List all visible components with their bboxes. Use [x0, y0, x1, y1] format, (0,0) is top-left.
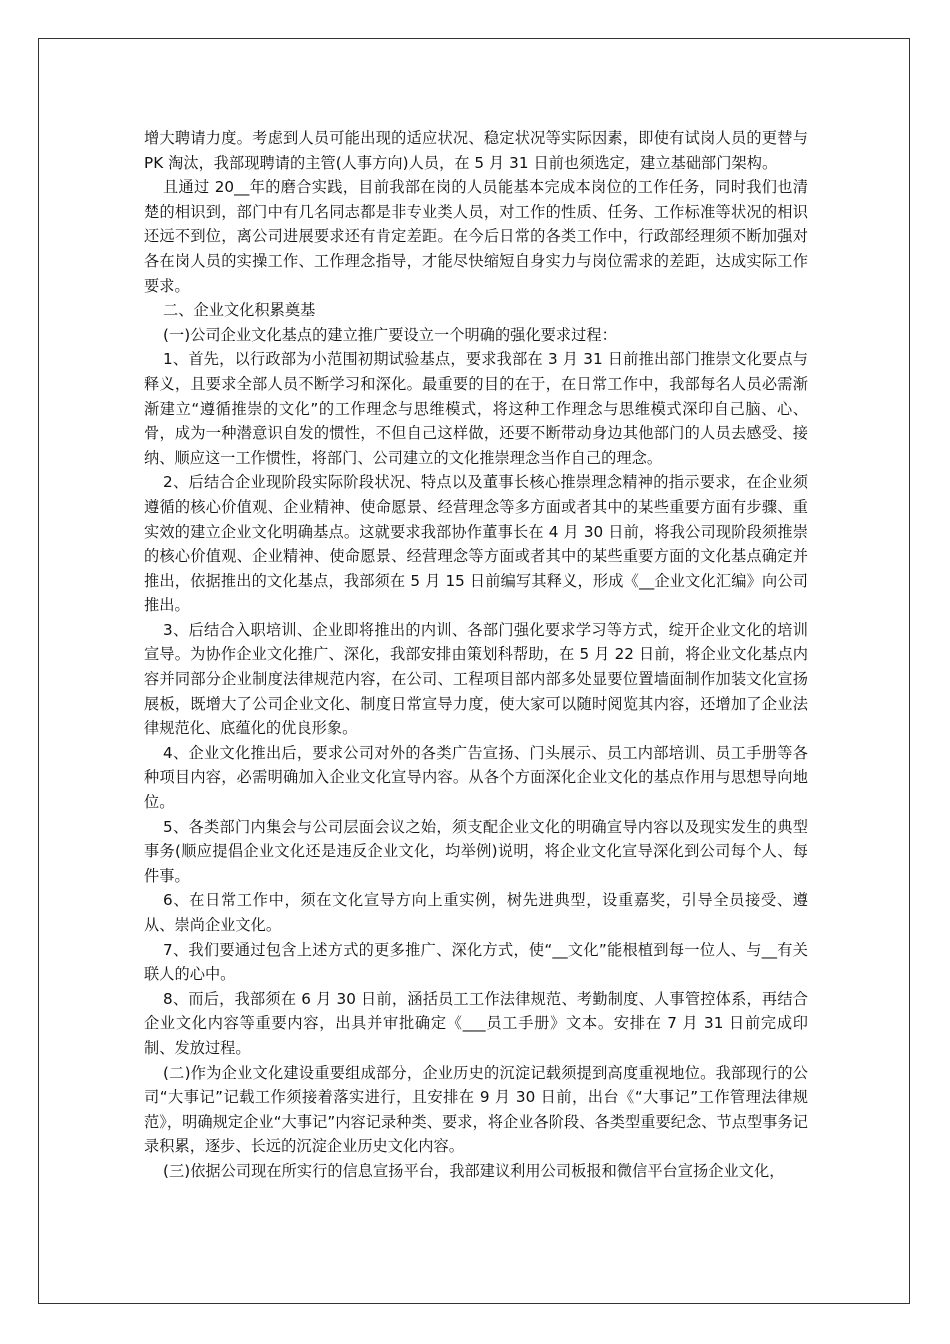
list-item-6: 6、在日常工作中，须在文化宣导方向上重实例，树先进典型，设重嘉奖，引导全员接受、遵从、崇尚企业文化。 — [144, 891, 808, 934]
list-item-3: 3、后结合入职培训、企业即将推出的内训、各部门强化要求学习等方式，绽开企业文化的培训宣导。为协作企业文化推广、深化，我部安排由策划科帮助，在 5 月 22 日前，将企业文化基点内容并同部分企业制度法律规范内容，在公司、工程项目部内部多处显要位置墙面制作加装文化宣扬展板，既增大了公司企业文化、制度日常宣导力度，使大家可以随时阅览其内容，还增加了企业法律规范化、底蕴化的优良形象。 — [144, 620, 808, 738]
list-item-1: 1、首先，以行政部为小范围初期试验基点，要求我部在 3 月 31 日前推出部门推崇文化要点与释义，且要求全部人员不断学习和深化。最重要的目的在于，在日常工作中，我部每名人员必需渐渐建立“遵循推崇的文化”的工作理念与思维模式，将这种工作理念与思维模式深印自己脑、心、骨，成为一种潜意识自发的惯性，不但自己这样做，还要不断带动身边其他部门的人员去感受、接纳、顺应这一工作惯性，将部门、公司建立的文化推崇理念当作自己的理念。 — [144, 350, 808, 467]
list-item-2: 2、后结合企业现阶段实际阶段状况、特点以及董事长核心推崇理念精神的指示要求，在企业须遵循的核心价值观、企业精神、使命愿景、经营理念等多方面或者其中的某些重要方面有步骤、重实效的建立企业文化明确基点。这就要求我部协作董事长在 4 月 30 日前，将我公司现阶段须推崇的核心价值观、企业精神、使命愿景、经营理念等方面或者其中的某些重要方面的文化基点确定并推出，依据推出的文化基点，我部须在 5 月 15 日前编写其释义，形成《__企业文化汇编》向公司推出。 — [144, 473, 808, 615]
list-item-8: 8、而后，我部须在 6 月 30 日前，涵括员工工作法律规范、考勤制度、人事管控体系，再结合企业文化内容等重要内容，出具并审批确定《___员工手册》文本。安排在 7 月 31 日前完成印制、发放过程。 — [144, 989, 808, 1057]
list-item-5: 5、各类部门内集会与公司层面会议之始，须支配企业文化的明确宣导内容以及现实发生的典型事务(顺应提倡企业文化还是违反企业文化，均举例)说明，将企业文化宣导深化到公司每个人、每件事。 — [144, 817, 808, 885]
section-heading-corporate-culture: 二、企业文化积累奠基 — [163, 301, 316, 320]
document-body — [144, 126, 808, 1184]
subsection-heading-culture-basis: (一)公司企业文化基点的建立推广要设立一个明确的强化要求过程： — [163, 325, 617, 344]
paragraph-recruitment-continued: 增大聘请力度。考虑到人员可能出现的适应状况、稳定状况等实际因素，即使有试岗人员的更替与 PK 淘汰，我部现聘请的主管(人事方向)人员，在 5 月 31 日前也须选定，建立基础部门架构。 — [144, 129, 808, 172]
subsection-info-platform: (三)依据公司现在所实行的信息宣扬平台，我部建议利用公司板报和微信平台宣扬企业文化， — [163, 1161, 785, 1180]
subsection-history-records: (二)作为企业文化建设重要组成部分，企业历史的沉淀记载须提到高度重视地位。我部现行的公司“大事记”记载工作须接着落实进行，且安排在 9 月 30 日前，出台《“大事记”工作管理法律规范》，明确规定企业“大事记”内容记录种类、要求，将企业各阶段、各类型重要纪念、节点型事务记录积累，逐步、长远的沉淀企业历史文化内容。 — [144, 1063, 808, 1156]
list-item-4: 4、企业文化推出后，要求公司对外的各类广告宣扬、门头展示、员工内部培训、员工手册等各种项目内容，必需明确加入企业文化宣导内容。从各个方面深化企业文化的基点作用与思想导向地位。 — [144, 743, 808, 812]
paragraph-staff-practice: 且通过 20__年的磨合实践，目前我部在岗的人员能基本完成本岗位的工作任务，同时我们也清楚的相识到，部门中有几名同志都是非专业类人员，对工作的性质、任务、工作标准等状况的相识还远不到位，离公司进展要求还有肯定差距。在今后日常的各类工作中，行政部经理须不断加强对各在岗人员的实操工作、工作理念指导，才能尽快缩短自身实力与岗位需求的差距，达成实际工作要求。 — [144, 178, 808, 295]
list-item-7: 7、我们要通过包含上述方式的更多推广、深化方式，使“__文化”能根植到每一位人、与__有关联人的心中。 — [144, 940, 808, 984]
